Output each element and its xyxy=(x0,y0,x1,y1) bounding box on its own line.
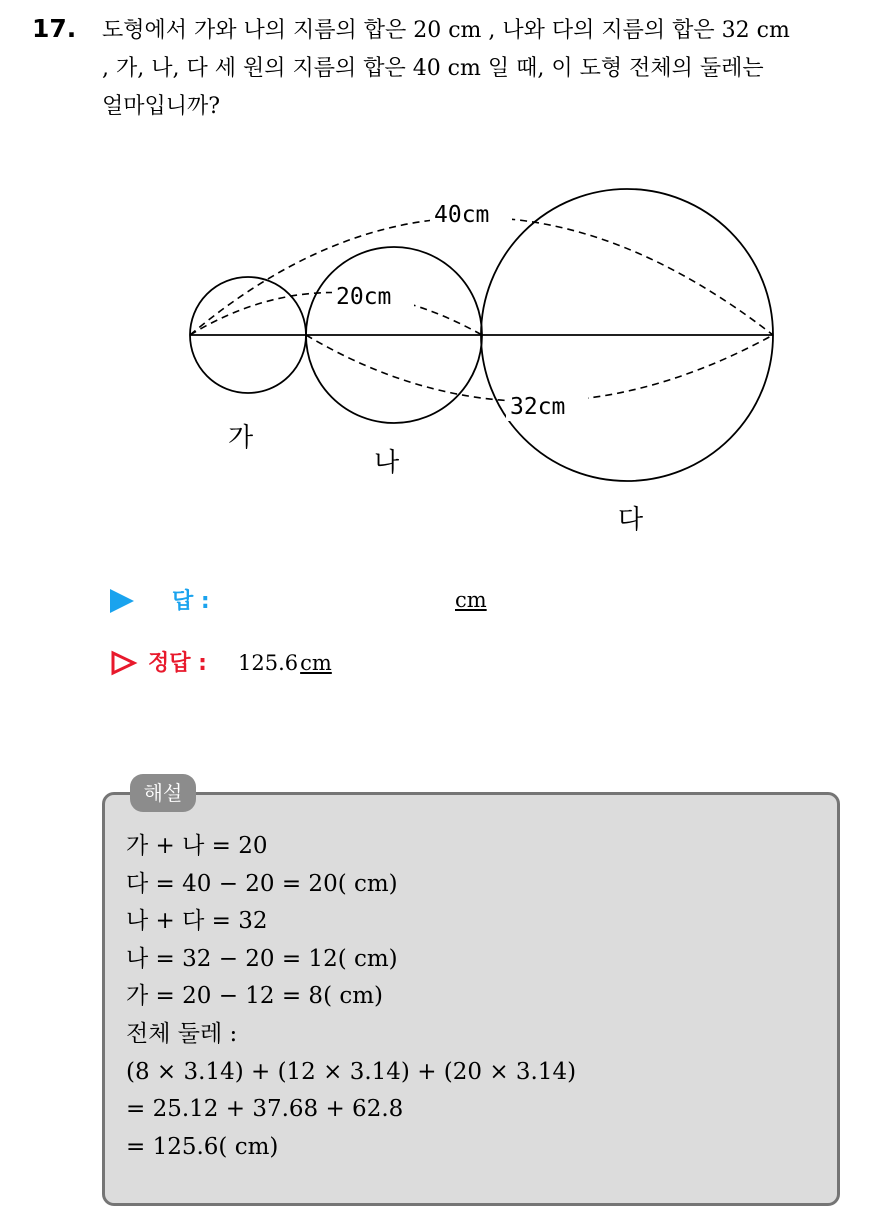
correct-unit: cm xyxy=(300,651,332,675)
label-ga: 가 xyxy=(228,423,254,453)
label-32cm: 32cm xyxy=(510,394,566,420)
correct-answer-label: 정답 : xyxy=(148,651,207,676)
explanation-lines xyxy=(126,828,576,1166)
question-line: 얼마입니까? xyxy=(102,94,221,119)
question-number: 17. xyxy=(32,14,77,43)
explanation-line: (8 × 3.14) + (12 × 3.14) + (20 × 3.14) xyxy=(126,1058,577,1085)
explanation-line: 전체 둘레 : xyxy=(126,1020,238,1047)
label-20cm: 20cm xyxy=(336,284,392,310)
explanation-line: = 125.6( cm) xyxy=(126,1133,279,1160)
question-line: , 가, 나, 다 세 원의 지름의 합은 40 cm 일 때, 이 도형 전체의 둘레는 xyxy=(102,56,764,81)
question-line: 도형에서 가와 나의 지름의 합은 20 cm , 나와 다의 지름의 합은 32 cm xyxy=(102,18,790,43)
outline-right-triangle-icon xyxy=(110,650,138,676)
label-na: 나 xyxy=(374,448,400,478)
label-40cm: 40cm xyxy=(434,202,490,228)
answer-row xyxy=(110,584,610,618)
correct-answer-value xyxy=(238,651,332,675)
explanation-line: 가 + 나 = 20 xyxy=(126,833,268,859)
explanation-line: 가 = 20 − 12 = 8( cm) xyxy=(126,983,384,1010)
explanation-line: 나 + 다 = 32 xyxy=(126,908,268,935)
explanation-line: 다 = 40 − 20 = 20( cm) xyxy=(126,870,398,897)
explanation-title: 해설 xyxy=(130,774,196,812)
filled-right-triangle-icon xyxy=(110,589,134,613)
correct-answer-row xyxy=(110,646,510,680)
explanation-line: = 25.12 + 37.68 + 62.8 xyxy=(126,1096,404,1123)
answer-label: 답 : xyxy=(172,589,210,614)
label-da: 다 xyxy=(618,505,644,535)
answer-unit: cm xyxy=(455,588,487,612)
circles-figure xyxy=(0,0,884,560)
correct-number: 125.6 xyxy=(238,651,299,675)
explanation-line: 나 = 32 − 20 = 12( cm) xyxy=(126,945,398,972)
